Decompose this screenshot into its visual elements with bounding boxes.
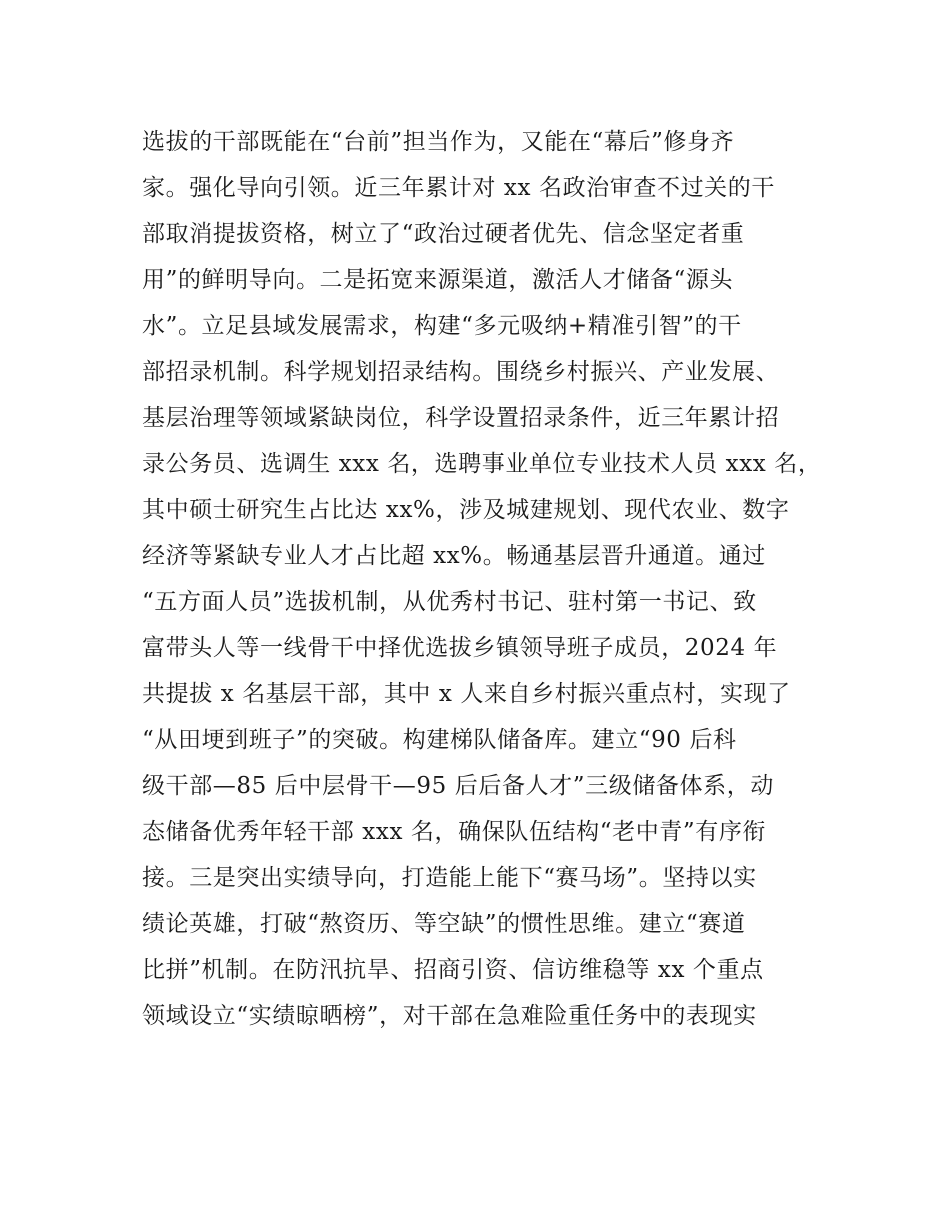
text-line: 经济等紧缺专业人才占比超 xx%。畅通基层晋升通道。通过 [142,543,766,569]
text-line: 选拔的干部既能在“台前”担当作为，又能在“幕后”修身齐 [142,129,735,155]
text-line: 基层治理等领域紧缺岗位，科学设置招录条件，近三年累计招 [142,405,780,431]
text-line: 绩论英雄，打破“熬资历、等空缺”的惯性思维。建立“赛道 [142,911,746,937]
text-line: 水”。立足县域发展需求，构建“多元吸纳+精准引智”的干 [142,313,742,339]
text-line: 富带头人等一线骨干中择优选拔乡镇领导班子成员，2024 年 [142,635,778,661]
body-text [142,119,822,1039]
text-line: 级干部—85 后中层骨干—95 后后备人才”三级储备体系，动 [142,773,774,799]
text-line: 家。强化导向引领。近三年累计对 xx 名政治审查不过关的干 [142,175,775,201]
text-line: 共提拔 x 名基层干部，其中 x 人来自乡村振兴重点村，实现了 [142,681,791,707]
text-line: 接。三是突出实绩导向，打造能上能下“赛马场”。坚持以实 [142,865,757,891]
text-line: 部取消提拔资格，树立了“政治过硬者优先、信念坚定者重 [142,221,745,247]
text-line: “从田埂到班子”的突破。构建梯队储备库。建立“90 后科 [142,727,737,753]
text-line: 态储备优秀年轻干部 xxx 名，确保队伍结构“老中青”有序衔 [142,819,767,845]
text-line: 录公务员、选调生 xxx 名，选聘事业单位专业技术人员 xxx 名， [142,451,822,477]
text-line: 其中硕士研究生占比达 xx%，涉及城建规划、现代农业、数字 [142,497,790,523]
text-line: 用”的鲜明导向。二是拓宽来源渠道，激活人才储备“源头 [142,267,734,293]
text-line: 比拼”机制。在防汛抗旱、招商引资、信访维稳等 xx 个重点 [142,957,764,983]
text-line: 领域设立“实绩晾晒榜”，对干部在急难险重任务中的表现实 [142,1003,757,1029]
text-line: 部招录机制。科学规划招录结构。围绕乡村振兴、产业发展、 [142,359,780,385]
text-line: “五方面人员”选拔机制，从优秀村书记、驻村第一书记、致 [142,589,757,615]
